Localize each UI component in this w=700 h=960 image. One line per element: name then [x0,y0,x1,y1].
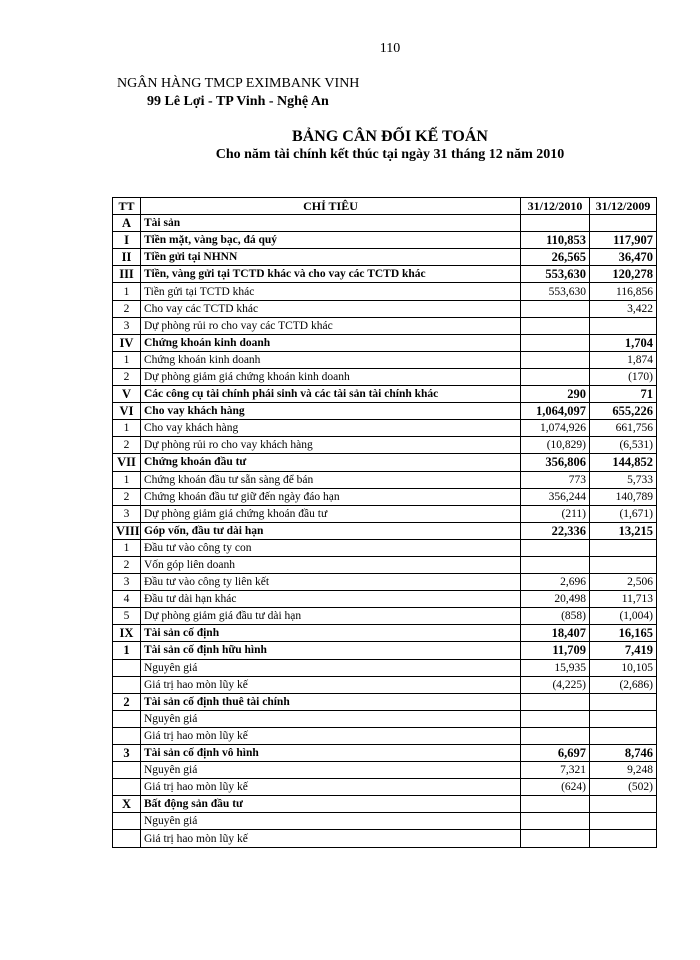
row-tt [113,727,141,744]
table-row [113,591,657,608]
row-label: Giá trị hao mòn lũy kế [141,727,521,744]
row-value-2009: (1,004) [590,608,657,625]
row-value-2009: 144,852 [590,454,657,471]
row-tt: 1 [113,283,141,300]
row-value-2010: 20,498 [521,591,590,608]
row-value-2010 [521,368,590,385]
row-value-2010: 1,074,926 [521,420,590,437]
row-value-2010 [521,727,590,744]
row-value-2009 [590,317,657,334]
row-label: Nguyên giá [141,659,521,676]
table-row [113,796,657,813]
row-value-2010: 7,321 [521,762,590,779]
row-value-2010: 22,336 [521,522,590,539]
row-value-2009: 11,713 [590,591,657,608]
row-value-2010: (858) [521,608,590,625]
row-tt [113,676,141,693]
row-tt: 3 [113,745,141,762]
row-label: Tài sản cố định [141,625,521,642]
row-label: Bất động sản đầu tư [141,796,521,813]
row-tt: 3 [113,574,141,591]
row-label: Đầu tư dài hạn khác [141,591,521,608]
table-row [113,249,657,266]
row-label: Giá trị hao mòn lũy kế [141,830,521,847]
row-tt: 4 [113,591,141,608]
row-tt: V [113,386,141,403]
row-value-2009 [590,796,657,813]
header-2009: 31/12/2009 [590,198,657,215]
table-row [113,779,657,796]
row-label: Cho vay khách hàng [141,420,521,437]
row-value-2009: 1,704 [590,334,657,351]
table-row [113,608,657,625]
row-value-2010: 553,630 [521,266,590,283]
table-row [113,351,657,368]
row-label: Dự phòng giảm giá chứng khoán kinh doanh [141,368,521,385]
row-label: Nguyên giá [141,813,521,830]
row-label: Chứng khoán đầu tư giữ đến ngày đáo hạn [141,488,521,505]
row-value-2009: 7,419 [590,642,657,659]
row-tt: 5 [113,608,141,625]
table-row [113,659,657,676]
row-value-2009: 116,856 [590,283,657,300]
table-row [113,368,657,385]
table-row [113,556,657,573]
row-value-2009 [590,727,657,744]
row-value-2010 [521,351,590,368]
row-value-2010: 110,853 [521,232,590,249]
row-value-2009: 117,907 [590,232,657,249]
table-row [113,813,657,830]
row-value-2009 [590,693,657,710]
row-value-2010: 356,806 [521,454,590,471]
row-label: Dự phòng giảm giá chứng khoán đầu tư [141,505,521,522]
row-tt: IV [113,334,141,351]
row-value-2009: 9,248 [590,762,657,779]
row-label: Đầu tư vào công ty con [141,539,521,556]
row-label: Dự phòng rủi ro cho vay các TCTD khác [141,317,521,334]
row-label: Tài sản cố định vô hình [141,745,521,762]
table-row [113,710,657,727]
row-value-2010 [521,317,590,334]
row-label: Cho vay các TCTD khác [141,300,521,317]
header-chi-tieu: CHỈ TIÊU [141,198,521,215]
table-row [113,215,657,232]
row-label: Tài sản cố định thuê tài chính [141,693,521,710]
row-label: Tiền gửi tại NHNN [141,249,521,266]
row-tt: 2 [113,488,141,505]
table-row [113,232,657,249]
row-tt: VII [113,454,141,471]
table-body [113,215,657,847]
row-tt: III [113,266,141,283]
row-value-2009 [590,710,657,727]
row-label: Tiền, vàng gửi tại TCTD khác và cho vay các TCTD khác [141,266,521,283]
row-value-2010 [521,710,590,727]
row-label: Giá trị hao mòn lũy kế [141,676,521,693]
row-tt: VIII [113,522,141,539]
table-row [113,830,657,847]
row-value-2009: 3,422 [590,300,657,317]
row-tt: 1 [113,642,141,659]
balance-sheet-table [112,197,657,848]
row-value-2010: 6,697 [521,745,590,762]
row-label: Dự phòng giảm giá đầu tư dài hạn [141,608,521,625]
row-value-2010: 290 [521,386,590,403]
bank-address: 99 Lê Lợi - TP Vinh - Nghệ An [147,94,329,109]
row-value-2009: 2,506 [590,574,657,591]
table-row [113,676,657,693]
row-value-2009 [590,539,657,556]
row-label: Vốn góp liên doanh [141,556,521,573]
row-tt: 3 [113,317,141,334]
row-label: Tài sản cố định hữu hình [141,642,521,659]
row-value-2009: 8,746 [590,745,657,762]
row-tt [113,710,141,727]
table-row [113,283,657,300]
table-row [113,539,657,556]
row-tt: VI [113,403,141,420]
row-value-2010 [521,334,590,351]
row-value-2010 [521,300,590,317]
row-value-2010: 18,407 [521,625,590,642]
row-label: Chứng khoán đầu tư sẵn sàng để bán [141,471,521,488]
row-value-2009: (502) [590,779,657,796]
row-value-2010 [521,556,590,573]
table-row [113,488,657,505]
row-tt [113,762,141,779]
row-value-2009: (2,686) [590,676,657,693]
row-value-2010: 356,244 [521,488,590,505]
row-value-2010 [521,215,590,232]
row-tt: A [113,215,141,232]
row-value-2009: 36,470 [590,249,657,266]
row-label: Đầu tư vào công ty liên kết [141,574,521,591]
table-row [113,762,657,779]
row-label: Dự phòng rủi ro cho vay khách hàng [141,437,521,454]
row-value-2009: 5,733 [590,471,657,488]
row-tt: 1 [113,539,141,556]
row-value-2009 [590,830,657,847]
row-value-2010: (10,829) [521,437,590,454]
row-tt: 2 [113,693,141,710]
row-value-2010 [521,796,590,813]
document-subtitle: Cho năm tài chính kết thúc tại ngày 31 tháng 12 năm 2010 [215,147,565,162]
table-row [113,386,657,403]
table-row [113,642,657,659]
row-tt: X [113,796,141,813]
table-row [113,471,657,488]
page-number: 110 [379,41,401,56]
row-value-2010 [521,539,590,556]
header-tt: TT [113,198,141,215]
row-tt [113,813,141,830]
row-tt: 1 [113,471,141,488]
table-row [113,522,657,539]
row-tt: 2 [113,556,141,573]
row-tt: 1 [113,351,141,368]
document-title: BẢNG CÂN ĐỐI KẾ TOÁN [292,128,488,145]
row-label: Tiền gửi tại TCTD khác [141,283,521,300]
row-tt: II [113,249,141,266]
row-value-2009: 655,226 [590,403,657,420]
table-row [113,454,657,471]
table-row [113,437,657,454]
row-value-2010: 2,696 [521,574,590,591]
table-row [113,403,657,420]
table-row [113,300,657,317]
row-value-2010: (624) [521,779,590,796]
row-value-2010: 553,630 [521,283,590,300]
row-value-2009: 10,105 [590,659,657,676]
row-label: Tài sản [141,215,521,232]
row-tt: I [113,232,141,249]
row-value-2009 [590,813,657,830]
row-tt: 1 [113,420,141,437]
row-value-2010 [521,693,590,710]
row-value-2009: 1,874 [590,351,657,368]
row-value-2010: 15,935 [521,659,590,676]
row-value-2009: 661,756 [590,420,657,437]
row-label: Nguyên giá [141,710,521,727]
row-tt: 2 [113,300,141,317]
row-tt: 2 [113,437,141,454]
row-label: Chứng khoán kinh doanh [141,351,521,368]
bank-name: NGÂN HÀNG TMCP EXIMBANK VINH [117,76,360,91]
row-value-2009: (6,531) [590,437,657,454]
row-value-2010: (4,225) [521,676,590,693]
row-label: Tiền mặt, vàng bạc, đá quý [141,232,521,249]
row-value-2009: 140,789 [590,488,657,505]
row-value-2010: 1,064,097 [521,403,590,420]
row-label: Nguyên giá [141,762,521,779]
row-value-2010: 26,565 [521,249,590,266]
table-row [113,574,657,591]
table-row [113,317,657,334]
row-label: Giá trị hao mòn lũy kế [141,779,521,796]
table-row [113,334,657,351]
row-value-2009: 13,215 [590,522,657,539]
row-value-2009 [590,556,657,573]
row-value-2009: 16,165 [590,625,657,642]
row-tt [113,659,141,676]
row-value-2010 [521,830,590,847]
table-row [113,693,657,710]
row-tt: 2 [113,368,141,385]
row-tt: 3 [113,505,141,522]
row-value-2009: (1,671) [590,505,657,522]
row-value-2010: 773 [521,471,590,488]
row-tt [113,779,141,796]
row-value-2009: 71 [590,386,657,403]
table-row [113,727,657,744]
table-row [113,266,657,283]
row-tt: IX [113,625,141,642]
row-label: Góp vốn, đầu tư dài hạn [141,522,521,539]
row-value-2009: 120,278 [590,266,657,283]
row-value-2010 [521,813,590,830]
row-label: Chứng khoán đầu tư [141,454,521,471]
table-row [113,420,657,437]
table-row [113,625,657,642]
row-label: Chứng khoán kinh doanh [141,334,521,351]
row-label: Các công cụ tài chính phái sinh và các tài sản tài chính khác [141,386,521,403]
row-value-2009: (170) [590,368,657,385]
row-value-2010: 11,709 [521,642,590,659]
table-row [113,745,657,762]
table-header-row [113,198,657,215]
row-label: Cho vay khách hàng [141,403,521,420]
header-2010: 31/12/2010 [521,198,590,215]
table-row [113,505,657,522]
row-value-2009 [590,215,657,232]
row-tt [113,830,141,847]
row-value-2010: (211) [521,505,590,522]
